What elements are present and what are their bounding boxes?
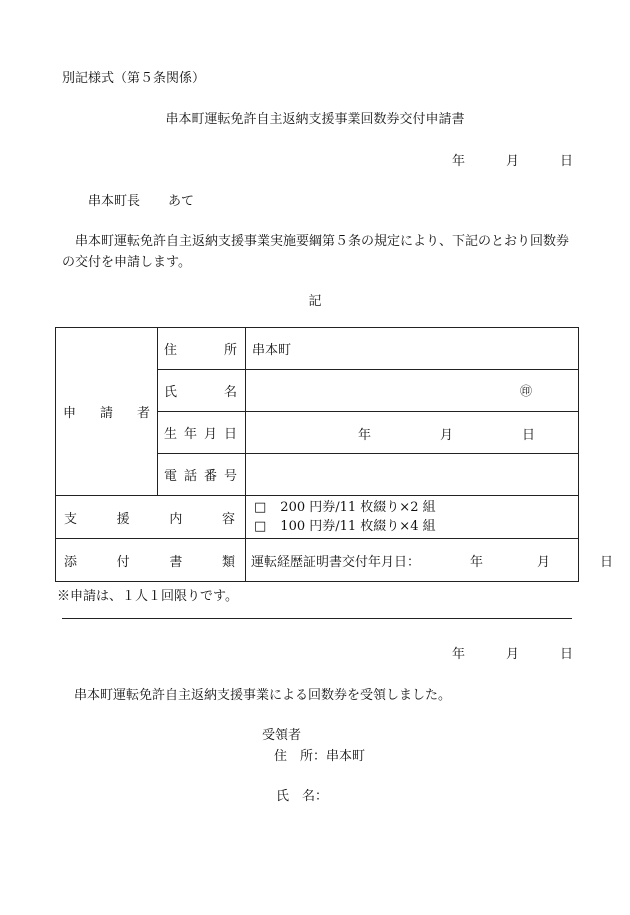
attach-day-label: 日 xyxy=(600,555,614,570)
name-label: 氏 名 xyxy=(164,385,237,400)
application-statement: 串本町運転免許自主返納支援事業実施要綱第５条の規定により、下記のとおり回数券の交付を申請します。 xyxy=(62,234,570,270)
attach-year-label: 年 xyxy=(470,555,484,570)
receipt-day-label: 日 xyxy=(560,647,574,662)
receipt-year-label: 年 xyxy=(452,647,466,662)
attach-month-label: 月 xyxy=(537,555,551,570)
address-value: 串本町 xyxy=(252,343,292,358)
support-option-100-label: 100 円券/11 枚綴り×4 組 xyxy=(280,519,436,534)
addressee-suffix: あて xyxy=(168,194,195,209)
name-field[interactable] xyxy=(246,370,579,412)
document-title: 串本町運転免許自主返納支援事業回数券交付申請書 xyxy=(165,112,465,127)
receiver-address[interactable] xyxy=(274,745,365,764)
date-month-label: 月 xyxy=(506,154,520,169)
form-reference: 別記様式（第５条関係） xyxy=(62,71,206,86)
attach-field[interactable] xyxy=(246,539,614,582)
receipt-date xyxy=(430,643,574,662)
support-option-100[interactable] xyxy=(246,517,578,536)
receiver-address-value: 串本町 xyxy=(326,749,366,764)
receipt-month-label: 月 xyxy=(506,647,520,662)
attach-label: 添 付 書 類 xyxy=(64,554,235,570)
support-option-200[interactable] xyxy=(246,498,578,517)
dob-label-cell xyxy=(158,412,246,454)
checkbox-200[interactable]: □ xyxy=(254,500,267,515)
application-note: ※申請は、１人１回限りです。 xyxy=(57,589,238,604)
attach-label-cell xyxy=(56,539,246,582)
applicant-label: 申 請 者 xyxy=(63,406,150,421)
dob-label: 生 年 月 日 xyxy=(164,427,237,442)
addressee-name: 串本町長 xyxy=(88,194,141,209)
support-label: 支 援 内 容 xyxy=(64,511,235,527)
date-day-label: 日 xyxy=(560,154,574,169)
receiver-name-label: 氏 名： xyxy=(276,789,329,804)
address-label-cell xyxy=(158,328,246,370)
dob-field[interactable] xyxy=(246,412,579,454)
address-label: 住 所 xyxy=(164,343,237,358)
dob-month-label: 月 xyxy=(440,427,454,443)
phone-field[interactable] xyxy=(246,454,579,496)
support-label-cell xyxy=(56,496,246,539)
license-history-date-label: 運転経歴証明書交付年月日： xyxy=(251,555,421,570)
date-year-label: 年 xyxy=(452,154,466,169)
name-label-cell xyxy=(158,370,246,412)
application-form-table xyxy=(55,327,614,582)
receiver-heading: 受領者 xyxy=(262,728,302,743)
receipt-statement: 串本町運転免許自主返納支援事業による回数券を受領しました。 xyxy=(74,688,452,703)
ki-heading: 記 xyxy=(308,294,322,309)
receiver-address-label: 住 所： xyxy=(274,749,327,764)
applicant-label-cell xyxy=(56,328,158,496)
application-date xyxy=(430,150,574,169)
receiver-name[interactable] xyxy=(276,785,328,804)
checkbox-100[interactable]: □ xyxy=(254,519,267,534)
dob-day-label: 日 xyxy=(522,427,536,443)
dob-year-label: 年 xyxy=(358,427,372,443)
phone-label: 電 話 番 号 xyxy=(164,469,237,484)
addressee xyxy=(88,190,194,209)
support-options-cell xyxy=(246,496,579,539)
cut-divider xyxy=(62,618,572,619)
phone-label-cell xyxy=(158,454,246,496)
address-field[interactable] xyxy=(246,328,579,370)
seal-mark: ㊞ xyxy=(519,384,532,398)
support-option-200-label: 200 円券/11 枚綴り×2 組 xyxy=(280,500,436,515)
